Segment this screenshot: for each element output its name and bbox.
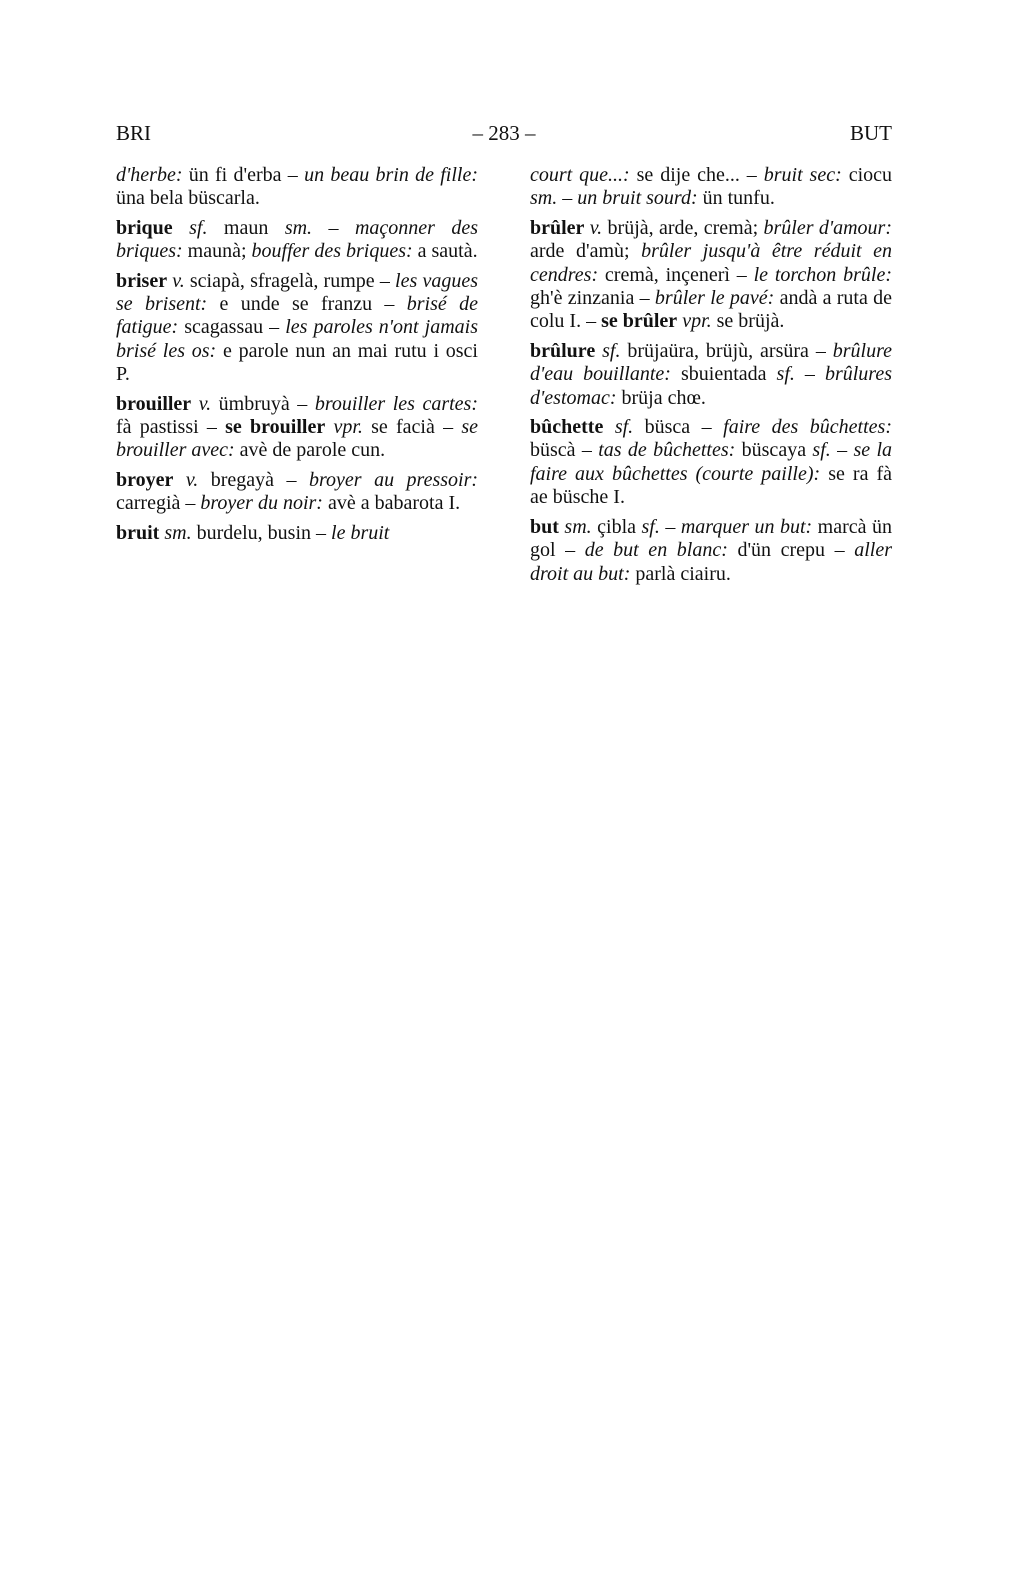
- italic-phrase: d'herbe:: [116, 164, 183, 186]
- italic-phrase: marquer un but:: [680, 515, 813, 538]
- entry-text: se facià –: [362, 416, 462, 439]
- italic-phrase: sf.: [812, 439, 831, 462]
- headword: brouiller: [116, 392, 192, 415]
- dictionary-entry: [530, 416, 892, 510]
- italic-phrase: v.: [589, 216, 603, 239]
- italic-phrase: sf.: [189, 216, 208, 239]
- dictionary-entry: [530, 340, 892, 410]
- entry-text: cremà, inçenerì –: [598, 263, 754, 286]
- entry-text: marcà ün gol –: [530, 515, 892, 562]
- entry-text: ümbruyà –: [211, 392, 315, 415]
- entry-text: brüjaüra, brüjù, arsüra –: [620, 339, 833, 362]
- entry-text: avè de parole cun.: [234, 439, 386, 462]
- italic-phrase: se la faire aux bûchettes (courte paille):: [530, 439, 893, 485]
- italic-phrase: sf.: [641, 515, 660, 538]
- headword: but: [530, 515, 559, 538]
- entry-text: a sautà.: [412, 240, 478, 263]
- italic-phrase: brûler d'amour:: [763, 216, 892, 239]
- entry-text: [603, 416, 614, 438]
- entry-text: –: [659, 515, 681, 538]
- italic-phrase: court que...:: [530, 164, 630, 186]
- entry-text: çibla: [591, 515, 642, 538]
- entry-text: [173, 217, 189, 239]
- entry-text: se ra fà ae büsche I.: [530, 462, 893, 509]
- italic-phrase: v.: [198, 392, 212, 415]
- italic-phrase: brouiller les cartes:: [314, 392, 478, 415]
- italic-phrase: brûler jusqu'à être réduit en cendres:: [530, 240, 892, 286]
- headword: bûchette: [530, 416, 604, 439]
- headword: brique: [116, 216, 173, 239]
- entry-text: ün tunfu.: [697, 187, 775, 210]
- italic-phrase: sf.: [614, 416, 634, 439]
- italic-phrase: sm.: [164, 521, 192, 544]
- entry-text: burdelu, busin –: [191, 521, 332, 544]
- dictionary-entry: [530, 516, 892, 586]
- italic-phrase: les paroles n'ont jamais brisé les os:: [116, 316, 479, 362]
- entry-text: bregayà –: [198, 468, 310, 491]
- entry-text: parlà ciairu.: [630, 562, 731, 585]
- entry-text: andà a ruta de colu I. –: [530, 287, 892, 333]
- italic-phrase: se brouiller avec:: [116, 416, 478, 462]
- entry-text: d'ün crepu –: [727, 539, 855, 562]
- italic-phrase: sm.: [564, 515, 592, 538]
- italic-phrase: de but en blanc:: [584, 539, 728, 562]
- italic-phrase: brûlures d'estomac:: [530, 363, 892, 409]
- italic-phrase: le torchon brûle:: [753, 263, 892, 286]
- italic-phrase: le bruit: [331, 521, 390, 544]
- italic-phrase: broyer au pressoir:: [309, 468, 479, 491]
- entry-text: e unde se franzu –: [207, 293, 407, 316]
- italic-phrase: brisé de fatigue:: [116, 293, 478, 339]
- italic-phrase: bouffer des briques:: [251, 240, 413, 263]
- italic-phrase: sf.: [602, 339, 621, 362]
- italic-phrase: un bruit sourd:: [577, 187, 698, 210]
- headword: broyer: [116, 468, 174, 491]
- entry-text: arde d'amù;: [530, 240, 642, 263]
- headword: bruit: [116, 521, 160, 544]
- left-guide-word: BRI: [116, 121, 152, 145]
- italic-phrase: un beau brin de fille:: [304, 164, 479, 186]
- page-number: – 283 –: [472, 121, 536, 145]
- entry-text: avè a babarota I.: [322, 492, 461, 515]
- entry-text: brüja chœ.: [616, 386, 706, 409]
- entry-text: –: [830, 439, 854, 462]
- entry-text: maunà;: [182, 240, 252, 263]
- entry-text: ciocu: [841, 164, 893, 186]
- entry-text: –: [312, 216, 355, 239]
- dictionary-entry: [116, 217, 478, 264]
- entry-text: sbuientada: [670, 363, 777, 386]
- headword: se brouiller: [225, 416, 326, 439]
- entry-text: üna bela büscarla.: [116, 187, 260, 210]
- italic-phrase: broyer du noir:: [200, 492, 323, 515]
- entry-text: büscaya: [735, 439, 813, 462]
- italic-phrase: vpr.: [682, 310, 712, 333]
- entry-text: scagassau –: [178, 316, 286, 339]
- entry-text: se dije che... –: [629, 164, 764, 186]
- entry-text: e parole nun an mai rutu i osci P.: [116, 339, 478, 386]
- entry-text: [173, 469, 185, 491]
- left-column: [116, 164, 478, 551]
- entry-text: fà pastissi –: [116, 416, 226, 439]
- headword: se brûler: [601, 310, 678, 333]
- headword: brûlure: [530, 339, 596, 362]
- italic-phrase: sm.: [530, 187, 558, 210]
- entry-text: se brüjà.: [711, 310, 785, 333]
- headword: briser: [116, 269, 168, 292]
- entry-text: maun: [207, 216, 285, 239]
- italic-phrase: v.: [185, 468, 199, 491]
- entry-text: büscà –: [530, 439, 599, 462]
- entry-text: sciapà, sfragelà, rumpe –: [184, 269, 396, 292]
- italic-phrase: tas de bûchettes:: [598, 439, 736, 462]
- dictionary-entry: [116, 270, 478, 387]
- italic-phrase: brûler le pavé:: [654, 287, 775, 310]
- italic-phrase: vpr.: [333, 416, 363, 439]
- entry-text: –: [794, 363, 825, 386]
- dictionary-entry: [530, 164, 892, 211]
- italic-phrase: brûlure d'eau bouillante:: [530, 339, 892, 386]
- entry-text: ün fi d'erba –: [182, 164, 305, 186]
- italic-phrase: bruit sec:: [763, 164, 842, 186]
- dictionary-entry: [116, 164, 478, 211]
- running-head: [116, 118, 892, 148]
- dictionary-entry: [530, 217, 892, 334]
- headword: brûler: [530, 216, 585, 239]
- entry-text: brüjà, arde, cremà;: [602, 216, 764, 239]
- italic-phrase: sm.: [284, 216, 313, 239]
- italic-phrase: aller droit au but:: [530, 539, 892, 585]
- entry-text: carregià –: [116, 492, 201, 515]
- dictionary-entry: [116, 393, 478, 463]
- italic-phrase: faire des bûchettes:: [723, 416, 892, 439]
- italic-phrase: v.: [172, 269, 185, 292]
- italic-phrase: sf.: [776, 363, 795, 386]
- entry-text: büsca –: [633, 416, 724, 439]
- right-guide-word: BUT: [850, 121, 892, 145]
- dictionary-entry: [116, 522, 478, 545]
- dictionary-entry: [116, 469, 478, 516]
- entry-text: –: [557, 187, 578, 210]
- italic-phrase: maçonner des briques:: [116, 216, 479, 263]
- entry-text: [191, 393, 199, 415]
- entry-text: gh'è zinzania –: [530, 287, 655, 310]
- italic-phrase: les vagues se brisent:: [116, 269, 478, 316]
- right-column: [530, 164, 892, 592]
